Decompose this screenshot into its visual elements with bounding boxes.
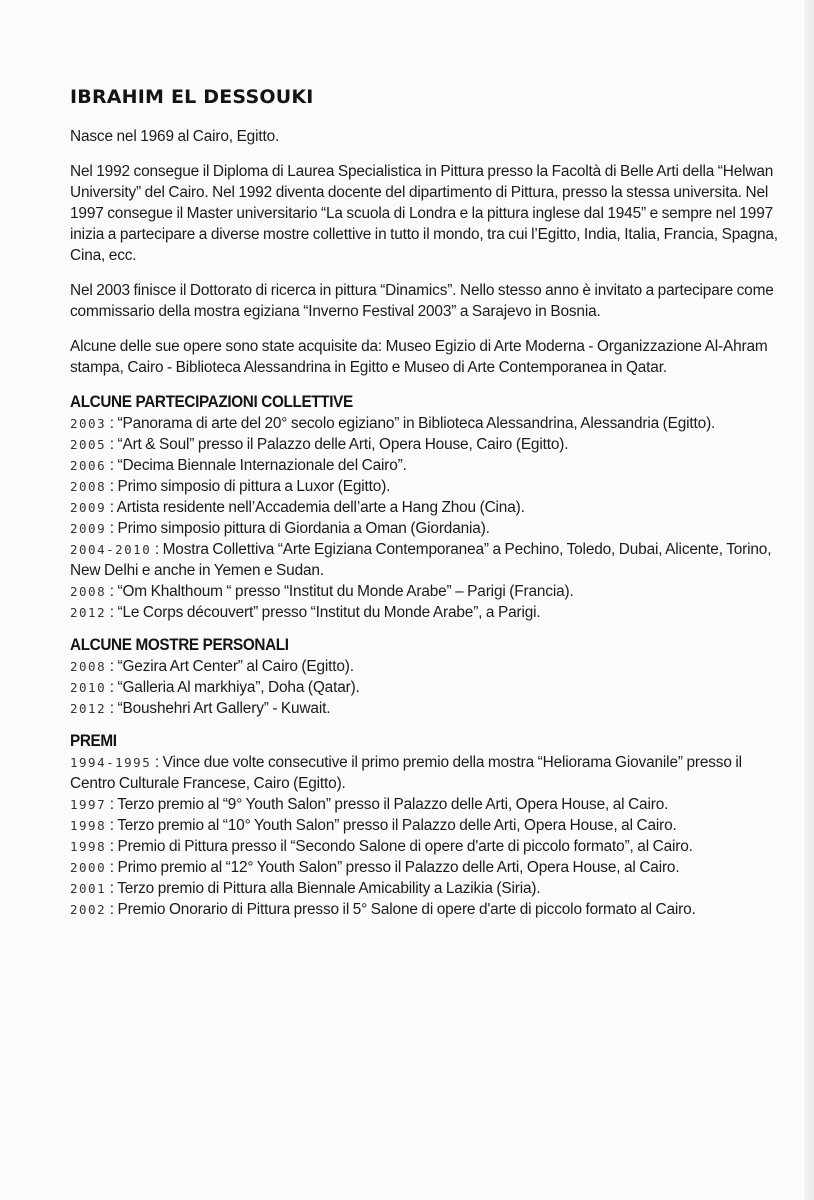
section-collective-exhibitions <box>70 392 780 623</box>
bio-doctorate: Nel 2003 finisce il Dottorato di ricerca in pittura “Dinamics”. Nello stesso anno è invitato a partecipare come commissario della mostra egiziana “Inverno Festival 2003” a Sarajevo in Bosnia. <box>70 282 774 320</box>
list-item <box>70 656 780 677</box>
entry-text: : Vince due volte consecutive il primo premio della mostra “Heliorama Giovanile” presso il Centro Culturale Francese, Cairo (Egitto). <box>70 754 742 792</box>
entry-list <box>70 413 780 623</box>
section-heading: ALCUNE MOSTRE PERSONALI <box>70 635 289 654</box>
entry-year: 2008 <box>70 479 107 494</box>
entry-text: : Primo premio al “12° Youth Salon” presso il Palazzo delle Arti, Opera House, al Cairo. <box>106 859 680 876</box>
entry-year: 2001 <box>70 881 107 896</box>
entry-text: : “Om Khalthoum “ presso “Institut du Monde Arabe” – Parigi (Francia). <box>106 583 574 600</box>
entry-year: 2005 <box>70 437 107 452</box>
entry-year: 2012 <box>70 605 107 620</box>
entry-year: 2003 <box>70 416 107 431</box>
list-item <box>70 413 780 434</box>
bio-birth: Nasce nel 1969 al Cairo, Egitto. <box>70 128 280 145</box>
entry-year: 2006 <box>70 458 107 473</box>
entry-year: 2012 <box>70 701 107 716</box>
entry-text: : Primo simposio pittura di Giordania a Oman (Giordania). <box>106 520 490 537</box>
entry-text: : “Boushehri Art Gallery” - Kuwait. <box>106 700 331 717</box>
entry-text: : Premio Onorario di Pittura presso il 5° Salone di opere d'arte di piccolo formato al Cairo. <box>106 901 696 918</box>
entry-text: : Terzo premio di Pittura alla Biennale Amicability a Lazikia (Siria). <box>106 880 541 897</box>
entry-text: : Mostra Collettiva “Arte Egiziana Contemporanea” a Pechino, Toledo, Dubai, Alicente, Torino, New Delhi e anche in Yemen e Sudan. <box>70 541 772 579</box>
list-item <box>70 677 780 698</box>
entry-year: 1998 <box>70 839 107 854</box>
entry-year: 2004-2010 <box>70 542 152 557</box>
list-item <box>70 857 780 878</box>
entry-year: 2008 <box>70 659 107 674</box>
bio-education: Nel 1992 consegue il Diploma di Laurea Specialistica in Pittura presso la Facoltà di Belle Arti della “Helwan University” del Cairo. Nel 1992 diventa docente del dipartimento di Pittura, presso la stessa universita. Nel 1997 consegue il Master universitario “La scuola di Londra e la pittura inglese dal 1945” e sempre nel 1997 inizia a partecipare a diverse mostre collettive in tutto il mondo, tra cui l’Egitto, India, Italia, Francia, Spagna, Cina, ecc. <box>70 163 778 264</box>
entry-year: 2000 <box>70 860 107 875</box>
entry-list <box>70 656 780 719</box>
list-item <box>70 455 780 476</box>
entry-year: 1994-1995 <box>70 755 152 770</box>
section-awards <box>70 731 780 920</box>
list-item <box>70 815 780 836</box>
entry-year: 1997 <box>70 797 107 812</box>
list-item <box>70 878 780 899</box>
artist-name-title: IBRAHIM EL DESSOUKI <box>70 86 314 108</box>
entry-text: : “Le Corps découvert” presso “Institut du Monde Arabe”, a Parigi. <box>106 604 541 621</box>
entry-text: : Artista residente nell’Accademia dell’arte a Hang Zhou (Cina). <box>106 499 525 516</box>
entry-text: : Terzo premio al “9° Youth Salon” presso il Palazzo delle Arti, Opera House, al Cairo. <box>106 796 669 813</box>
entry-text: : Primo simposio di pittura a Luxor (Egitto). <box>106 478 391 495</box>
entry-year: 2009 <box>70 500 107 515</box>
list-item <box>70 539 780 581</box>
entry-text: : “Panorama di arte del 20° secolo egiziano” in Biblioteca Alessandrina, Alessandria (Egitto). <box>106 415 716 432</box>
entry-text: : “Gezira Art Center” al Cairo (Egitto). <box>106 658 354 675</box>
entry-text: : “Decima Biennale Internazionale del Cairo”. <box>106 457 407 474</box>
list-item <box>70 794 780 815</box>
entry-year: 2008 <box>70 584 107 599</box>
list-item <box>70 518 780 539</box>
entry-year: 1998 <box>70 818 107 833</box>
entry-list <box>70 752 780 920</box>
entry-text: : “Galleria Al markhiya”, Doha (Qatar). <box>106 679 360 696</box>
list-item <box>70 434 780 455</box>
list-item <box>70 836 780 857</box>
entry-year: 2009 <box>70 521 107 536</box>
list-item <box>70 497 780 518</box>
list-item <box>70 581 780 602</box>
list-item <box>70 752 780 794</box>
list-item <box>70 602 780 623</box>
section-solo-exhibitions <box>70 635 780 719</box>
page-edge-shadow <box>804 0 814 1200</box>
entry-year: 2002 <box>70 902 107 917</box>
document-body <box>70 86 780 932</box>
section-heading: ALCUNE PARTECIPAZIONI COLLETTIVE <box>70 392 353 411</box>
entry-text: : “Art & Soul” presso il Palazzo delle Arti, Opera House, Cairo (Egitto). <box>106 436 569 453</box>
list-item <box>70 899 780 920</box>
bio-collections: Alcune delle sue opere sono state acquisite da: Museo Egizio di Arte Moderna - Organizzazione Al-Ahram stampa, Cairo - Biblioteca Alessandrina in Egitto e Museo di Arte Contemporanea in Qatar. <box>70 338 768 376</box>
list-item <box>70 476 780 497</box>
entry-year: 2010 <box>70 680 107 695</box>
entry-text: : Terzo premio al “10° Youth Salon” presso il Palazzo delle Arti, Opera House, al Cairo. <box>106 817 677 834</box>
entry-text: : Premio di Pittura presso il “Secondo Salone di opere d'arte di piccolo formato”, al Cairo. <box>106 838 693 855</box>
list-item <box>70 698 780 719</box>
section-heading: PREMI <box>70 731 117 750</box>
